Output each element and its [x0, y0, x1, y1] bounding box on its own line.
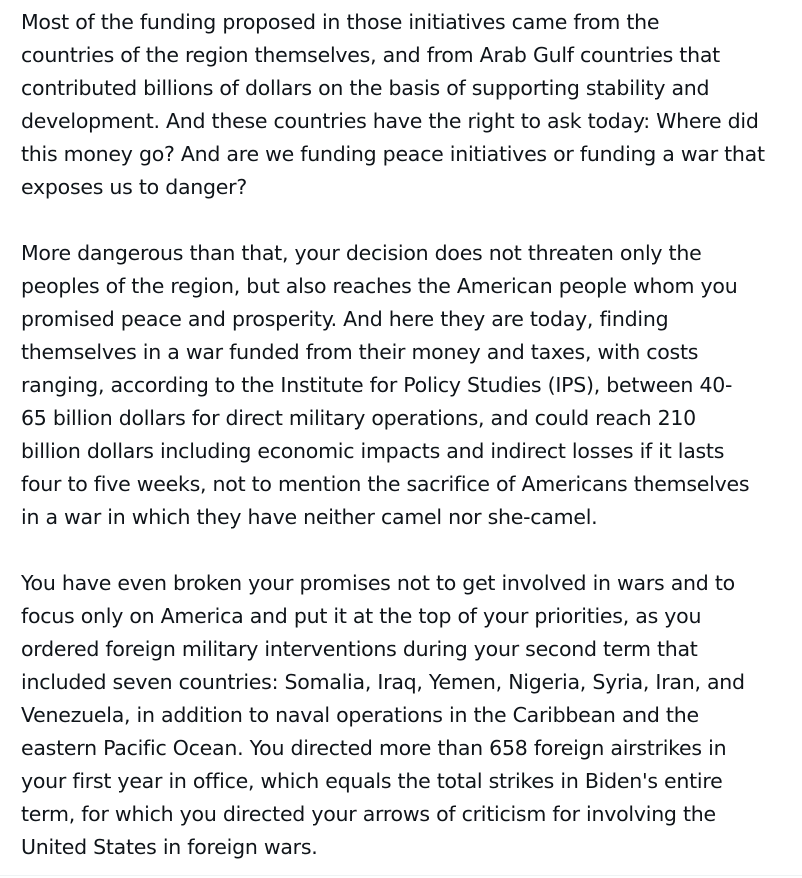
text-line: Most of the funding proposed in those initiatives came from the: [21, 10, 660, 34]
text-line: billion dollars including economic impacts and indirect losses if it lasts: [21, 439, 725, 463]
text-line: 65 billion dollars for direct military operations, and could reach 210: [21, 406, 696, 430]
text-line: exposes us to danger?: [21, 175, 247, 199]
paragraph-spacer: [21, 204, 802, 237]
text-line: focus only on America and put it at the top of your priorities, as you: [21, 604, 702, 628]
text-line: United States in foreign wars.: [21, 835, 318, 859]
text-line: four to five weeks, not to mention the sacrifice of Americans themselves: [21, 472, 750, 496]
paragraph-broken-promises: [21, 567, 802, 864]
text-line: term, for which you directed your arrows of criticism for involving the: [21, 802, 716, 826]
text-line: countries of the region themselves, and from Arab Gulf countries that: [21, 43, 720, 67]
text-line: ranging, according to the Institute for Policy Studies (IPS), between 40-: [21, 373, 733, 397]
text-line: your first year in office, which equals the total strikes in Biden's entire: [21, 769, 723, 793]
bottom-divider: [0, 875, 802, 876]
text-line: You have even broken your promises not to get involved in wars and to: [21, 571, 735, 595]
text-line: More dangerous than that, your decision does not threaten only the: [21, 241, 702, 265]
paragraph-american-people: [21, 237, 802, 534]
paragraph-spacer: [21, 534, 802, 567]
text-line: Venezuela, in addition to naval operations in the Caribbean and the: [21, 703, 699, 727]
text-line: included seven countries: Somalia, Iraq, Yemen, Nigeria, Syria, Iran, and: [21, 670, 745, 694]
text-line: in a war in which they have neither camel nor she-camel.: [21, 505, 598, 529]
post-text: [21, 6, 802, 864]
text-line: ordered foreign military interventions during your second term that: [21, 637, 698, 661]
text-line: peoples of the region, but also reaches the American people whom you: [21, 274, 738, 298]
text-line: themselves in a war funded from their money and taxes, with costs: [21, 340, 699, 364]
text-line: promised peace and prosperity. And here they are today, finding: [21, 307, 669, 331]
paragraph-funding: [21, 6, 802, 204]
text-line: this money go? And are we funding peace initiatives or funding a war that: [21, 142, 765, 166]
text-line: contributed billions of dollars on the basis of supporting stability and: [21, 76, 710, 100]
text-line: eastern Pacific Ocean. You directed more than 658 foreign airstrikes in: [21, 736, 727, 760]
text-line: development. And these countries have the right to ask today: Where did: [21, 109, 759, 133]
